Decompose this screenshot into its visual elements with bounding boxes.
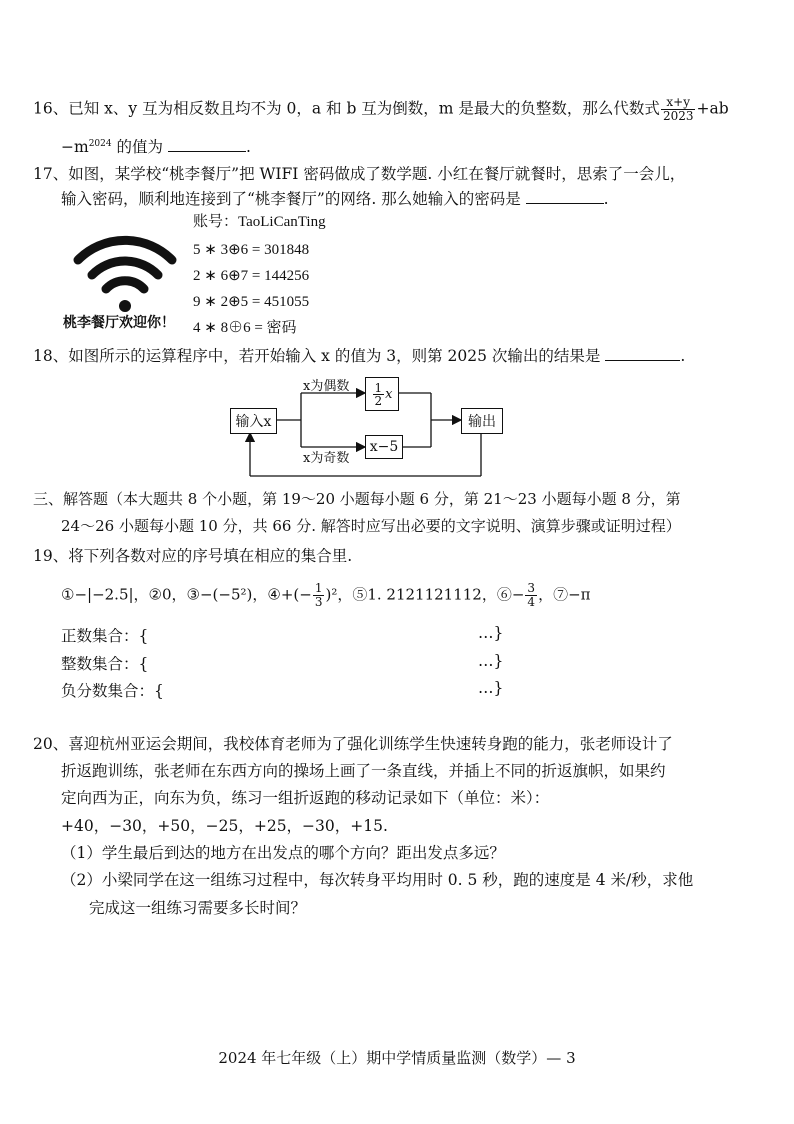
half-x-box: $\frac{1}{2}$ x bbox=[365, 377, 399, 411]
q19-title: 19、将下列各数对应的序号填在相应的集合里. bbox=[33, 547, 353, 565]
q16-line2: $-m^{2024}$ 的值为 . bbox=[61, 138, 251, 157]
page-footer: 2024 年七年级（上）期中学情质量监测（数学）— 3 bbox=[218, 1049, 576, 1067]
negative-fraction-set: 负分数集合：{ bbox=[61, 682, 164, 700]
wifi-caption: 桃李餐厅欢迎你！ bbox=[63, 315, 175, 331]
section3-note: 24～26 小题每小题 10 分，共 66 分. 解答时应写出必要的文字说明、演算步骤或证明过程） bbox=[61, 517, 681, 535]
wifi-row: 5 ∗ 3⊕6 = 301848 bbox=[193, 242, 310, 258]
wifi-account: 账号：TaoLiCanTing bbox=[193, 214, 326, 230]
input-box: 输入x bbox=[230, 408, 277, 434]
wifi-row: 4 ∗ 8⊕6 = 密码 bbox=[193, 320, 297, 336]
half-fraction: $\frac{1}{2}$ bbox=[374, 380, 383, 408]
flowchart bbox=[225, 370, 525, 485]
integer-set: 整数集合：{ bbox=[61, 655, 149, 673]
wifi-icon bbox=[70, 226, 180, 316]
section3-heading: 三、解答题（本大题共 8 个小题，第 19～20 小题每小题 6 分，第 21～23 小题每小题 8 分，第 bbox=[33, 490, 681, 508]
fraction-three-quarters: $\frac{3}{4}$ bbox=[527, 581, 536, 609]
set-end: …} bbox=[478, 679, 504, 697]
q18-line1: 18、如图所示的运算程序中，若开始输入 x 的值为 3，则第 2025 次输出的结果是 . bbox=[33, 347, 686, 365]
q17-answer-blank bbox=[526, 203, 604, 204]
q17-line1: 17、如图，某学校“桃李餐厅”把 WIFI 密码做成了数学题. 小红在餐厅就餐时，思索了一会儿， bbox=[33, 165, 686, 183]
q20-sub2b: 完成这一组练习需要多长时间？ bbox=[89, 899, 307, 917]
wifi-row: 2 ∗ 6⊕7 = 144256 bbox=[193, 268, 310, 284]
set-end: …} bbox=[478, 624, 504, 642]
fraction-one-third: $\frac{1}{3}$ bbox=[314, 581, 323, 609]
q16-answer-blank bbox=[168, 151, 246, 152]
set-end: …} bbox=[478, 652, 504, 670]
q19-numbers: ①−|−2.5|，②0，③−(−5²)，④+(− $\frac{1}{3}$ )²，⑤1. 2121121112，⑥− $\frac{3}{4}$ ，⑦−π bbox=[61, 581, 591, 609]
q18-answer-blank bbox=[605, 360, 680, 361]
q20-line2: 折返跑训练，张老师在东西方向的操场上画了一条直线，并插上不同的折返旗帜，如果约 bbox=[61, 762, 666, 780]
q16-fraction: $\frac{x+y}{2023}$ bbox=[662, 95, 694, 123]
odd-label: x为奇数 bbox=[303, 451, 350, 466]
output-box: 输出 bbox=[461, 408, 503, 434]
q20-sub1: （1）学生最后到达的地方在出发点的哪个方向？距出发点多远？ bbox=[61, 844, 505, 862]
positive-set: 正数集合：{ bbox=[61, 627, 149, 645]
q20-line3: 定向西为正，向东为负，练习一组折返跑的移动记录如下（单位：米）： bbox=[61, 789, 550, 807]
q16-line1: 16、已知 x、y 互为相反数且均不为 0，a 和 b 互为倒数，m 是最大的负整数，那么代数式 $\frac{x+y}{2023}$ +ab bbox=[33, 95, 729, 123]
q17-line2: 输入密码，顺利地连接到了“桃李餐厅”的网络. 那么她输入的密码是 . bbox=[61, 190, 609, 208]
even-label: x为偶数 bbox=[303, 379, 350, 394]
q20-sub2a: （2）小梁同学在这一组练习过程中，每次转身平均用时 0. 5 秒，跑的速度是 4 米/秒，求他 bbox=[61, 871, 694, 889]
q20-records: +40，−30，+50，−25，+25，−30，+15. bbox=[61, 817, 388, 835]
q20-line1: 20、喜迎杭州亚运会期间，我校体育老师为了强化训练学生快速转身跑的能力，张老师设计了 bbox=[33, 735, 673, 753]
minus-five-box: x−5 bbox=[365, 435, 403, 459]
wifi-row: 9 ∗ 2⊕5 = 451055 bbox=[193, 294, 310, 310]
